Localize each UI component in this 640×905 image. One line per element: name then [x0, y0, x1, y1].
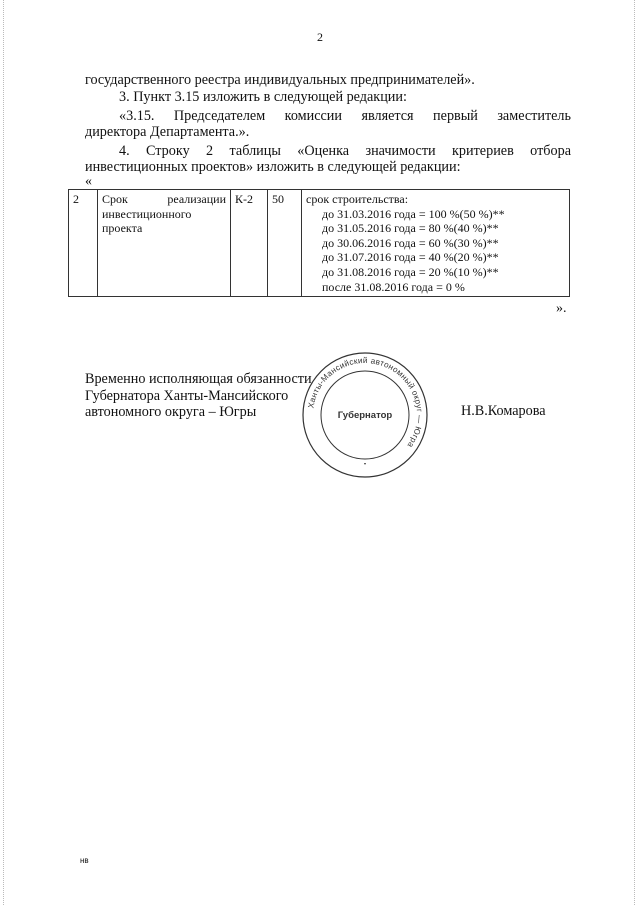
paragraph-registry-end: государственного реестра индивидуальных предпринимателей». — [85, 72, 475, 88]
page-number: 2 — [317, 30, 323, 44]
conditions-cell — [302, 190, 570, 297]
table-row — [69, 190, 570, 297]
conditions-title: срок строительства: — [306, 192, 409, 206]
signature-title-line2: Губернатора Ханты-Мансийского — [85, 387, 289, 404]
weight-cell: 50 — [268, 190, 302, 297]
condition-line: до 31.03.2016 года = 100 %(50 %)** — [322, 206, 505, 221]
condition-line: после 31.08.2016 года = 0 % — [322, 279, 465, 294]
table-quote-close: ». — [556, 301, 567, 316]
paragraph-3-15-line2: директора Департамента.». — [85, 124, 250, 140]
condition-line: до 30.06.2016 года = 60 %(30 %)** — [322, 235, 499, 250]
condition-line: до 31.07.2016 года = 40 %(20 %)** — [322, 250, 499, 265]
criterion-word-1: Срок — [102, 192, 128, 206]
scan-edge-right — [634, 0, 636, 905]
scan-edge-left — [3, 0, 5, 905]
criteria-table — [68, 189, 570, 297]
criterion-rest: инвестиционного проекта — [102, 206, 192, 236]
paragraph-item-4-line2: инвестиционных проектов» изложить в следующей редакции: — [85, 159, 461, 175]
signature-title-line3: автономного округа – Югры — [85, 404, 257, 420]
row-number-cell: 2 — [69, 190, 98, 297]
criterion-cell — [98, 190, 231, 297]
seal-star-icon — [364, 463, 366, 465]
table-quote-open: « — [85, 174, 92, 189]
paragraph-item-4-line1: 4. Строку 2 таблицы «Оценка значимости критериев отбора — [119, 143, 571, 159]
criterion-word-2: реализации — [167, 192, 226, 206]
paragraph-3-15-line1: «3.15. Председателем комиссии является первый заместитель — [119, 108, 571, 124]
code-cell: К-2 — [231, 190, 268, 297]
paragraph-item-3: 3. Пункт 3.15 изложить в следующей редакции: — [119, 89, 407, 105]
official-seal — [300, 350, 430, 480]
seal-center-text: Губернатор — [337, 410, 393, 421]
svg-text:Ханты-Мансийский автономный ок — [306, 356, 424, 450]
condition-line: до 31.08.2016 года = 20 %(10 %)** — [322, 264, 499, 279]
seal-ring-text: Ханты-Мансийский автономный округ — Югра — [306, 355, 425, 450]
signature-block — [85, 371, 312, 421]
footer-initials: нв — [80, 856, 89, 865]
condition-line: до 31.05.2016 года = 80 %(40 %)** — [322, 221, 499, 236]
signatory-name: Н.В.Комарова — [461, 403, 546, 419]
signature-title-line1: Временно исполняющая обязанности — [85, 371, 312, 387]
